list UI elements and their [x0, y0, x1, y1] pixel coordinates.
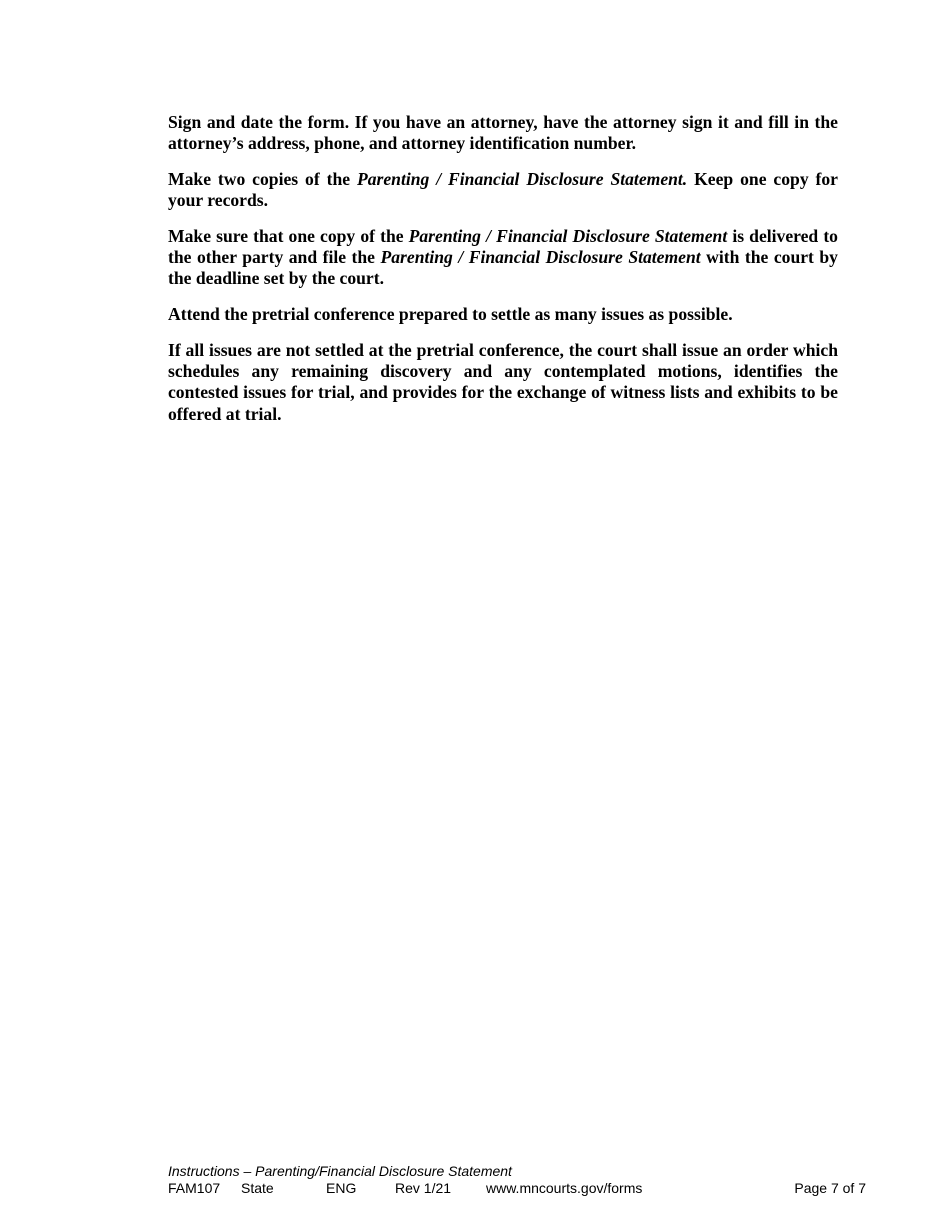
footer-title: Instructions – Parenting/Financial Disclosure Statement — [168, 1163, 512, 1179]
paragraph-deliver-and-file — [168, 226, 838, 290]
footer-revision: Rev 1/21 — [395, 1180, 452, 1196]
form-title-italic: Parenting / Financial Disclosure Statement — [408, 226, 728, 246]
paragraph-sign-and-date: Sign and date the form. If you have an attorney, have the attorney sign it and fill in the attorney’s address, phone, and attorney identification number. — [168, 112, 838, 154]
text-run: is delivered to the other party and file the — [168, 226, 838, 268]
page-footer — [168, 1163, 868, 1197]
footer-language: ENG — [326, 1180, 357, 1196]
paragraph-attend-conference: Attend the pretrial conference prepared to settle as many issues as possible. — [168, 304, 733, 325]
form-title-italic: Parenting / Financial Disclosure Statement. — [356, 169, 688, 189]
paragraph-make-copies — [168, 169, 838, 211]
footer-form-number: FAM107 — [168, 1180, 221, 1196]
paragraph-issues-not-settled: If all issues are not settled at the pretrial conference, the court shall issue an order which schedules any remaining discovery and any contemplated motions, identifies the contested issues for trial, and provides for the exchange of witness lists and exhibits to be offered at trial. — [168, 340, 838, 424]
footer-page-number: Page 7 of 7 — [794, 1180, 866, 1196]
text-run: Make two copies of the — [168, 169, 357, 189]
footer-jurisdiction: State — [241, 1180, 274, 1196]
text-run: with the court by the deadline set by the court. — [168, 247, 838, 289]
text-run: Keep one copy for your records. — [168, 169, 838, 211]
instructions-body — [168, 112, 838, 439]
footer-meta-row — [168, 1180, 868, 1197]
form-title-italic: Parenting / Financial Disclosure Statement — [380, 247, 701, 268]
footer-url: www.mncourts.gov/forms — [486, 1180, 643, 1196]
text-run: Make sure that one copy of the — [168, 226, 409, 246]
